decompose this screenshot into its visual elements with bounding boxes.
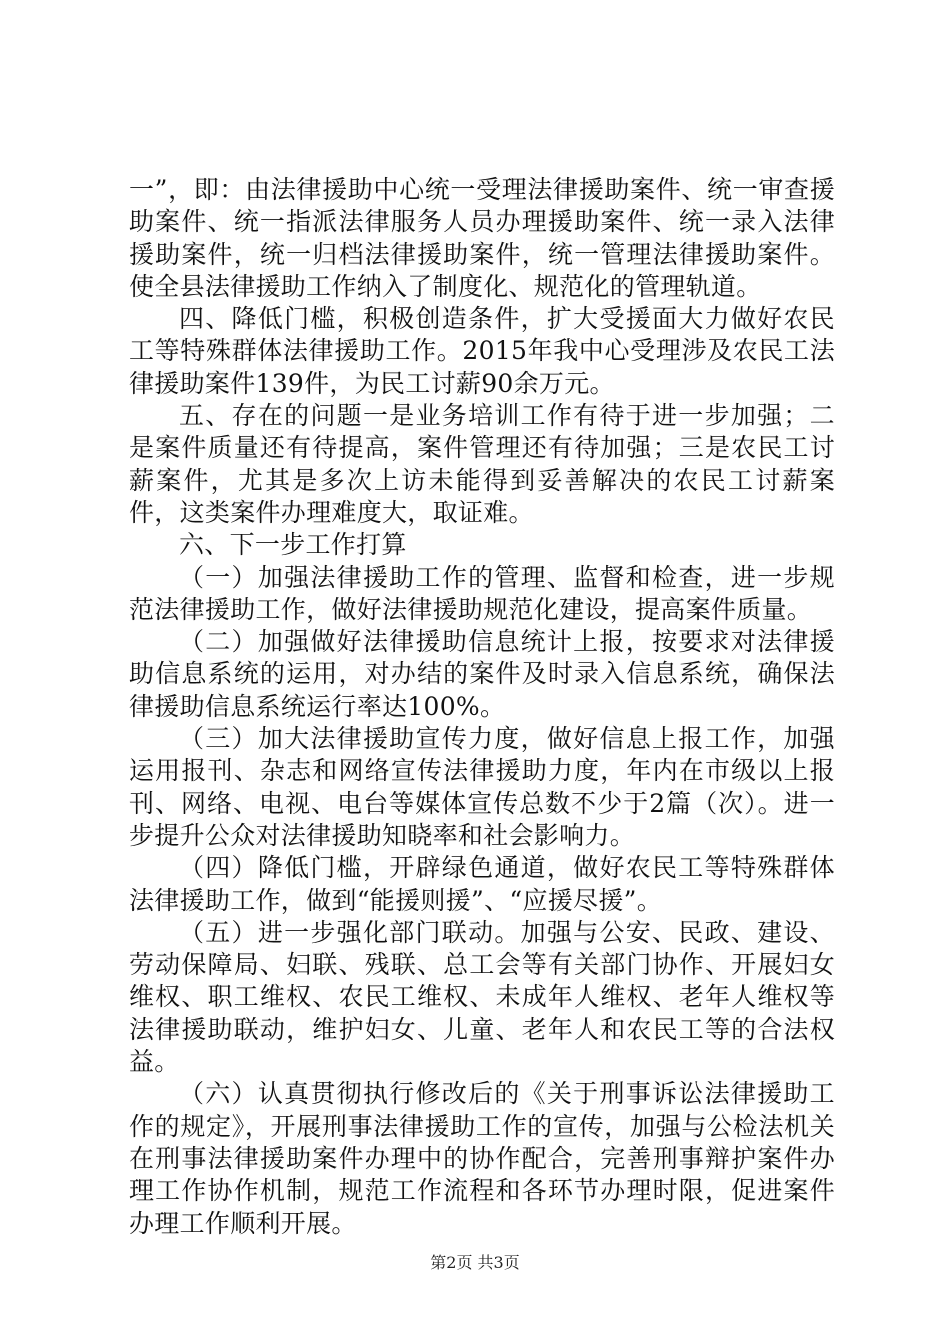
section-5-paragraph: 五、存在的问题一是业务培训工作有待于进一步加强；二是案件质量还有待提高，案件管理还有待加强；三是农民工讨薪案件，尤其是多次上访未能得到妥善解决的农民工讨薪案件，这类案件办理难度大，取证难。 xyxy=(129,401,835,527)
section-4-paragraph: 四、降低门槛，积极创造条件，扩大受援面大力做好农民工等特殊群体法律援助工作。2015年我中心受理涉及农民工法律援助案件139件，为民工讨薪90余万元。 xyxy=(129,304,835,398)
item-2-paragraph: （二）加强做好法律援助信息统计上报，按要求对法律援助信息系统的运用，对办结的案件及时录入信息系统，确保法律援助信息系统运行率达100%。 xyxy=(129,627,835,721)
item-3-paragraph: （三）加大法律援助宣传力度，做好信息上报工作，加强运用报刊、杂志和网络宣传法律援助力度，年内在市级以上报刊、网络、电视、电台等媒体宣传总数不少于2篇（次）。进一步提升公众对法律援助知晓率和社会影响力。 xyxy=(129,724,835,850)
section-6-heading: 六、下一步工作打算 xyxy=(179,530,407,560)
item-5-paragraph: （五）进一步强化部门联动。加强与公安、民政、建设、劳动保障局、妇联、残联、总工会等有关部门协作、开展妇女维权、职工维权、农民工维权、未成年人维权、老年人维权等法律援助联动，维护妇女、儿童、老年人和农民工等的合法权益。 xyxy=(129,917,835,1077)
item-4-paragraph: （四）降低门槛，开辟绿色通道，做好农民工等特殊群体法律援助工作，做到“能援则援”、“应援尽援”。 xyxy=(129,853,835,915)
document-body xyxy=(129,174,835,1240)
item-1-paragraph: （一）加强法律援助工作的管理、监督和检查，进一步规范法律援助工作，做好法律援助规范化建设，提高案件质量。 xyxy=(129,562,835,624)
page-number: 第2页 共3页 xyxy=(430,1253,520,1272)
paragraph-continuation: 一”，即：由法律援助中心统一受理法律援助案件、统一审查援助案件、统一指派法律服务人员办理援助案件、统一录入法律援助案件，统一归档法律援助案件，统一管理法律援助案件。使全县法律援助工作纳入了制度化、规范化的管理轨道。 xyxy=(129,175,835,301)
item-6-paragraph: （六）认真贯彻执行修改后的《关于刑事诉讼法律援助工作的规定》，开展刑事法律援助工作的宣传，加强与公检法机关在刑事法律援助案件办理中的协作配合，完善刑事辩护案件办理工作协作机制，规范工作流程和各环节办理时限，促进案件办理工作顺利开展。 xyxy=(129,1079,835,1238)
